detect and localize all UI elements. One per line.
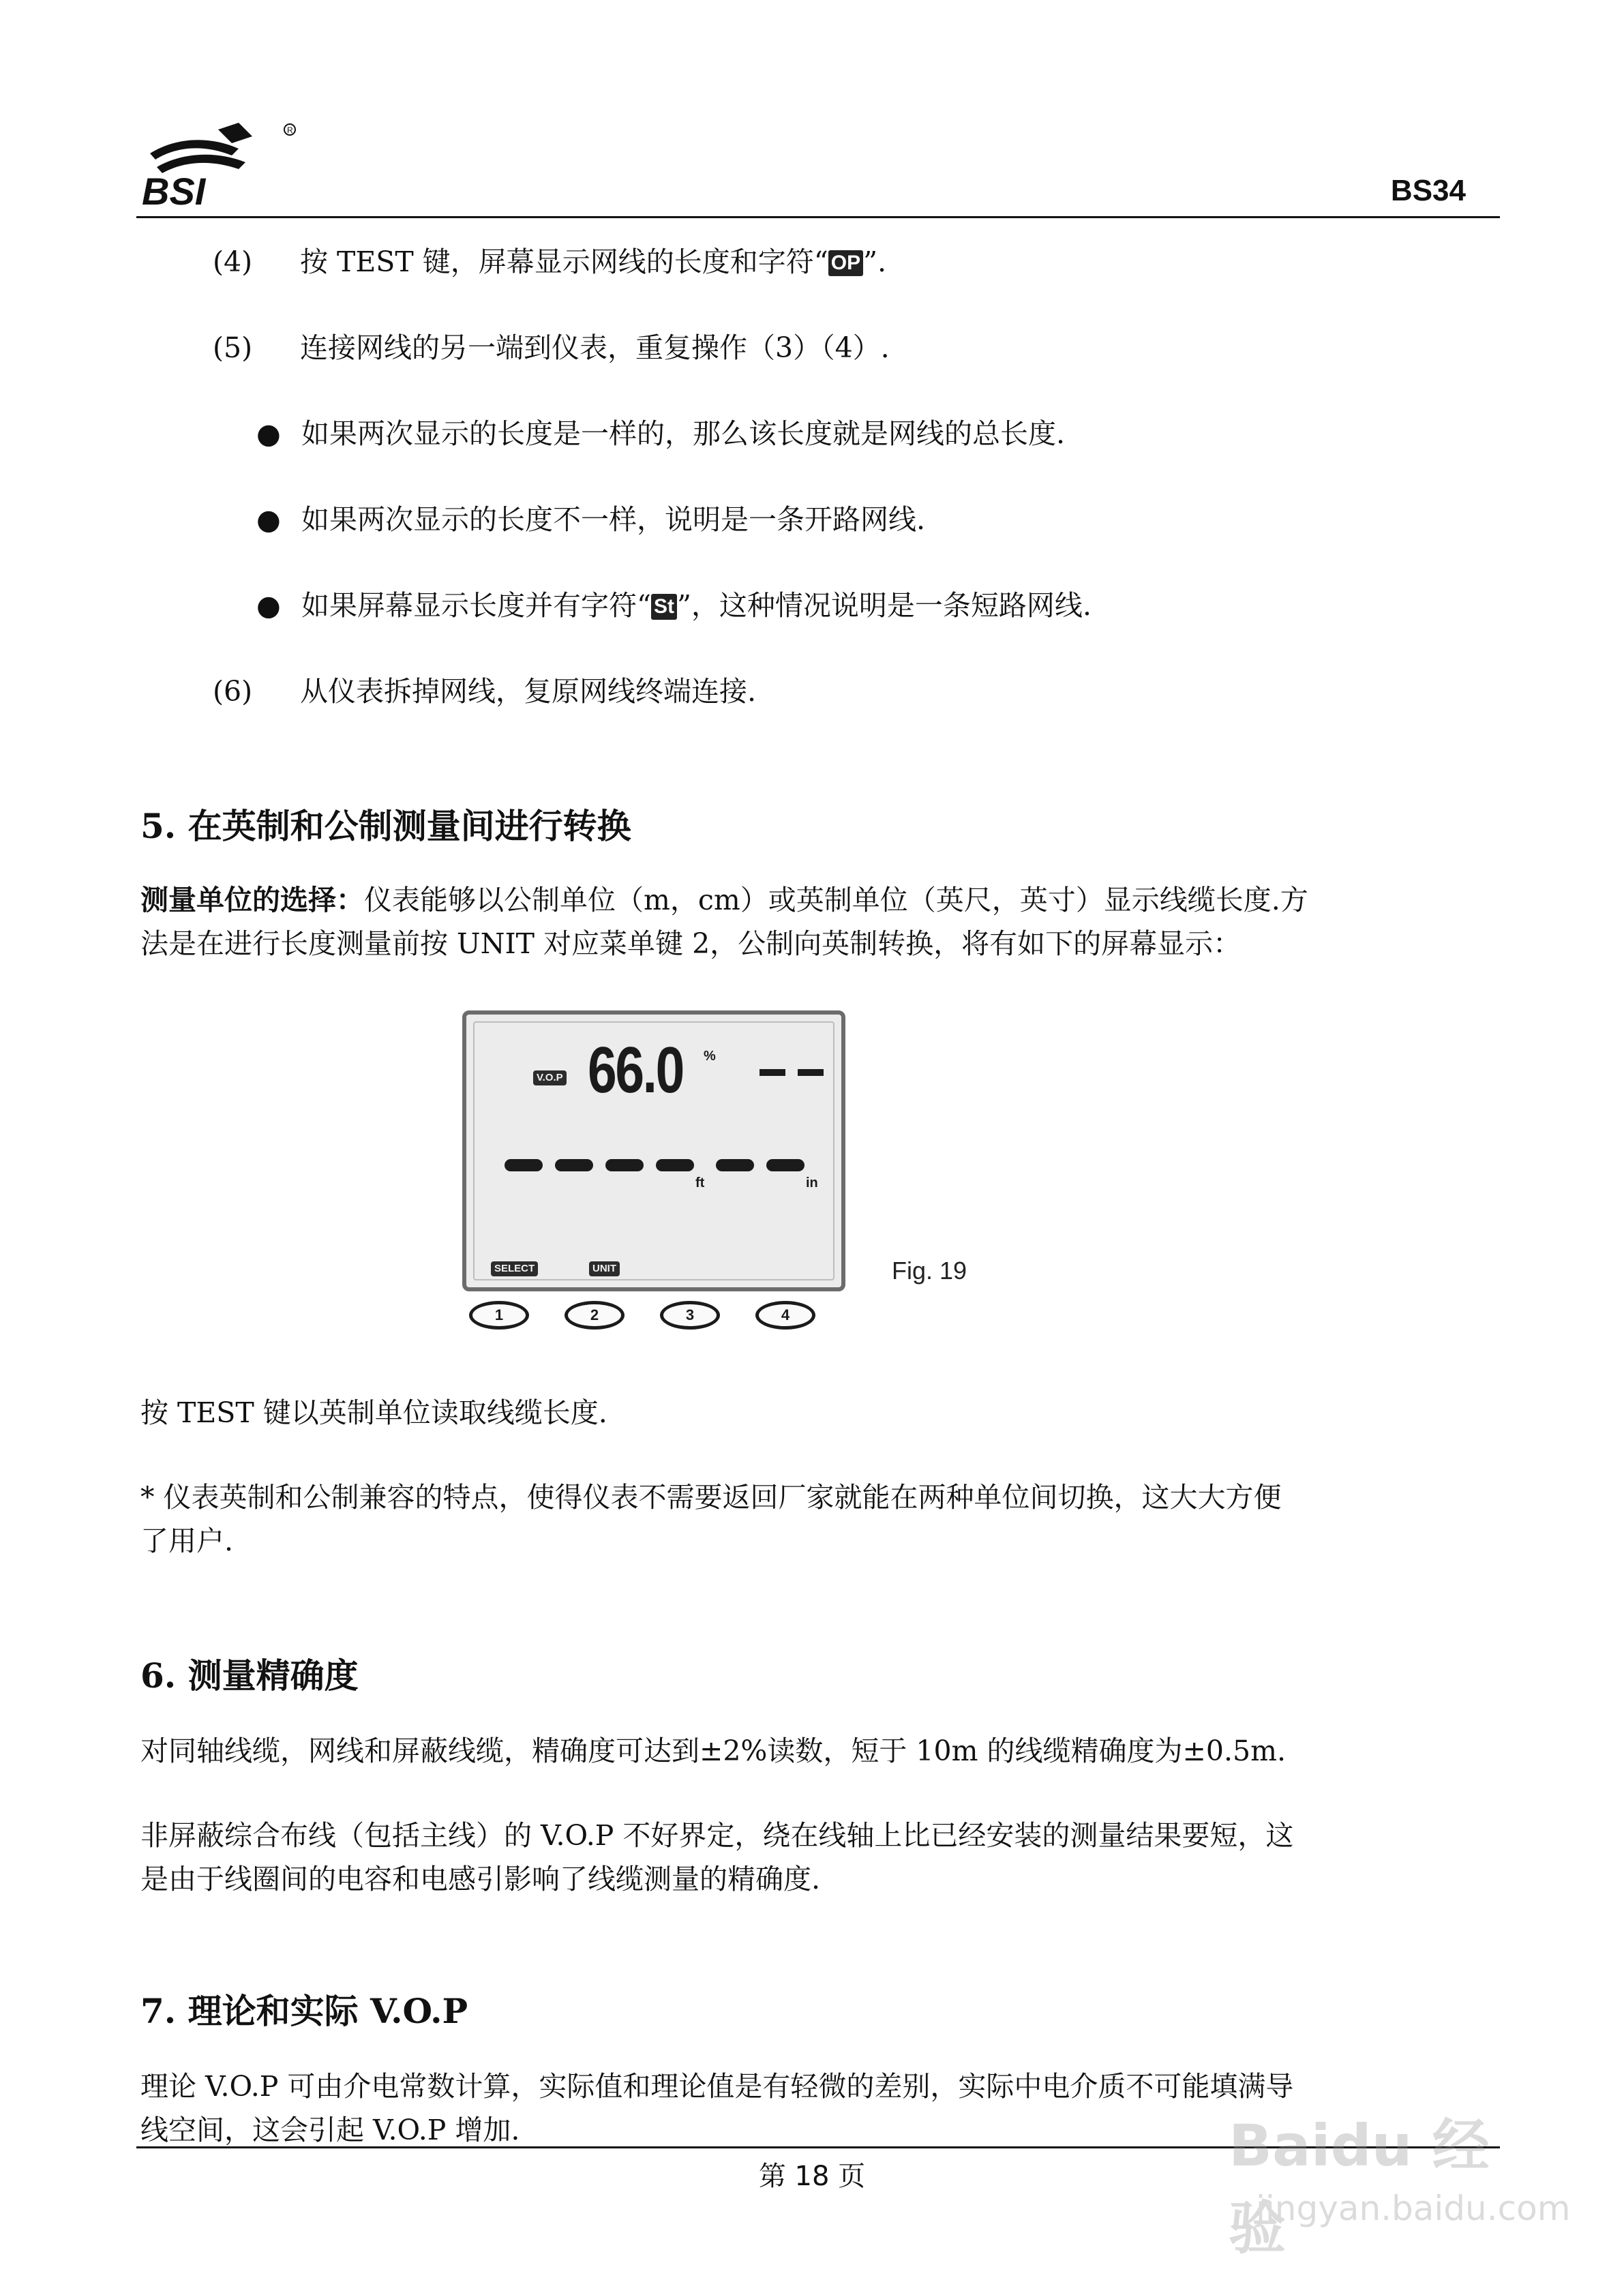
logo-text: BSI [142,170,206,211]
menu-key-2: 2 [565,1301,625,1330]
svg-text:R: R [287,125,293,135]
lcd-screen [462,1010,845,1291]
length-segment [656,1159,694,1171]
dash-segment [798,1069,824,1076]
section5-intro-line1: 测量单位的选择：仪表能够以公制单位（m，cm）或英制单位（英尺，英寸）显示线缆长度.方 [140,884,1308,916]
step-number: (5) [213,331,253,364]
bullet-item: ● 如果两次显示的长度是一样的，那么该长度就是网线的总长度. [256,412,1065,455]
bullet-item: ● 如果屏幕显示长度并有字符“ St”，这种情况说明是一条短路网线. [256,584,1092,627]
step-number: (4) [213,245,253,278]
vop-tag: V.O.P [533,1070,567,1085]
bullet-icon: ● [256,417,281,450]
section6-paragraph2-line2: 是由于线圈间的电容和电感引影响了线缆测量的精确度. [140,1863,821,1895]
lcd-figure [455,1006,851,1354]
menu-key-3: 3 [660,1301,720,1330]
length-segment [605,1159,644,1171]
menu-key-1: 1 [469,1301,529,1330]
section5-intro-line2: 法是在进行长度测量前按 UNIT 对应菜单键 2，公制向英制转换，将有如下的屏幕显示： [140,927,1242,960]
bullet-icon: ● [256,503,281,536]
header-divider [136,216,1500,218]
after-figure-text: 按 TEST 键以英制单位读取线缆长度. [140,1396,607,1429]
section7-paragraph-line2: 线空间，这会引起 V.O.P 增加. [140,2114,520,2146]
vop-reading: 66.0 [588,1034,683,1107]
section-heading: 5. 在英制和公制测量间进行转换 [140,806,631,846]
note-line1: * 仪表英制和公制兼容的特点，使得仪表不需要返回厂家就能在两种单位间切换，这大大方便 [140,1481,1282,1514]
bsi-logo [136,116,300,211]
unit-ft-label: ft [695,1175,705,1190]
step-number: (6) [213,675,253,708]
section7-paragraph-line1: 理论 V.O.P 可由介电常数计算，实际值和理论值是有轻微的差别，实际中电介质不可能填满导 [140,2070,1294,2103]
length-segment [555,1159,593,1171]
length-segment [505,1159,543,1171]
section-heading: 6. 测量精确度 [140,1655,359,1696]
section-heading: 7. 理论和实际 V.O.P [140,1991,468,2031]
bullet-item: ● 如果两次显示的长度不一样，说明是一条开路网线. [256,498,925,541]
model-label: BS34 [1390,174,1466,207]
figure-caption: Fig. 19 [892,1257,967,1285]
step-5: (5) 连接网线的另一端到仪表，重复操作（3）（4）. [213,326,890,370]
dash-segment [760,1069,785,1076]
step-4: (4) 按 TEST 键，屏幕显示网线的长度和字符“ OP”. [213,240,886,284]
baidu-watermark [1229,2100,1571,2262]
watermark-brand: Baidu 经验 [1229,2112,1490,2262]
section6-paragraph1: 对同轴线缆，网线和屏蔽线缆，精确度可达到±2%读数，短于 10m 的线缆精确度为±0.5m. [140,1735,1286,1767]
bullet-icon: ● [256,589,281,622]
op-glyph: OP [828,250,863,276]
watermark-url: jingyan.baidu.com [1256,2189,1571,2228]
section6-paragraph2-line1: 非屏蔽综合布线（包括主线）的 V.O.P 不好界定，绕在线轴上比已经安装的测量结果要短，这 [140,1819,1294,1852]
note-line2: 了用户. [140,1525,234,1557]
length-segment [716,1159,754,1171]
softkey-select-label: SELECT [491,1261,538,1276]
page-number: 第 18 页 [758,2161,866,2192]
length-segment [766,1159,805,1171]
unit-in-label: in [806,1175,818,1190]
percent-symbol: % [704,1049,716,1064]
short-glyph: St [651,594,677,620]
step-6: (6) 从仪表拆掉网线，复原网线终端连接. [213,670,756,713]
menu-key-4: 4 [755,1301,815,1330]
softkey-unit-label: UNIT [589,1261,620,1276]
